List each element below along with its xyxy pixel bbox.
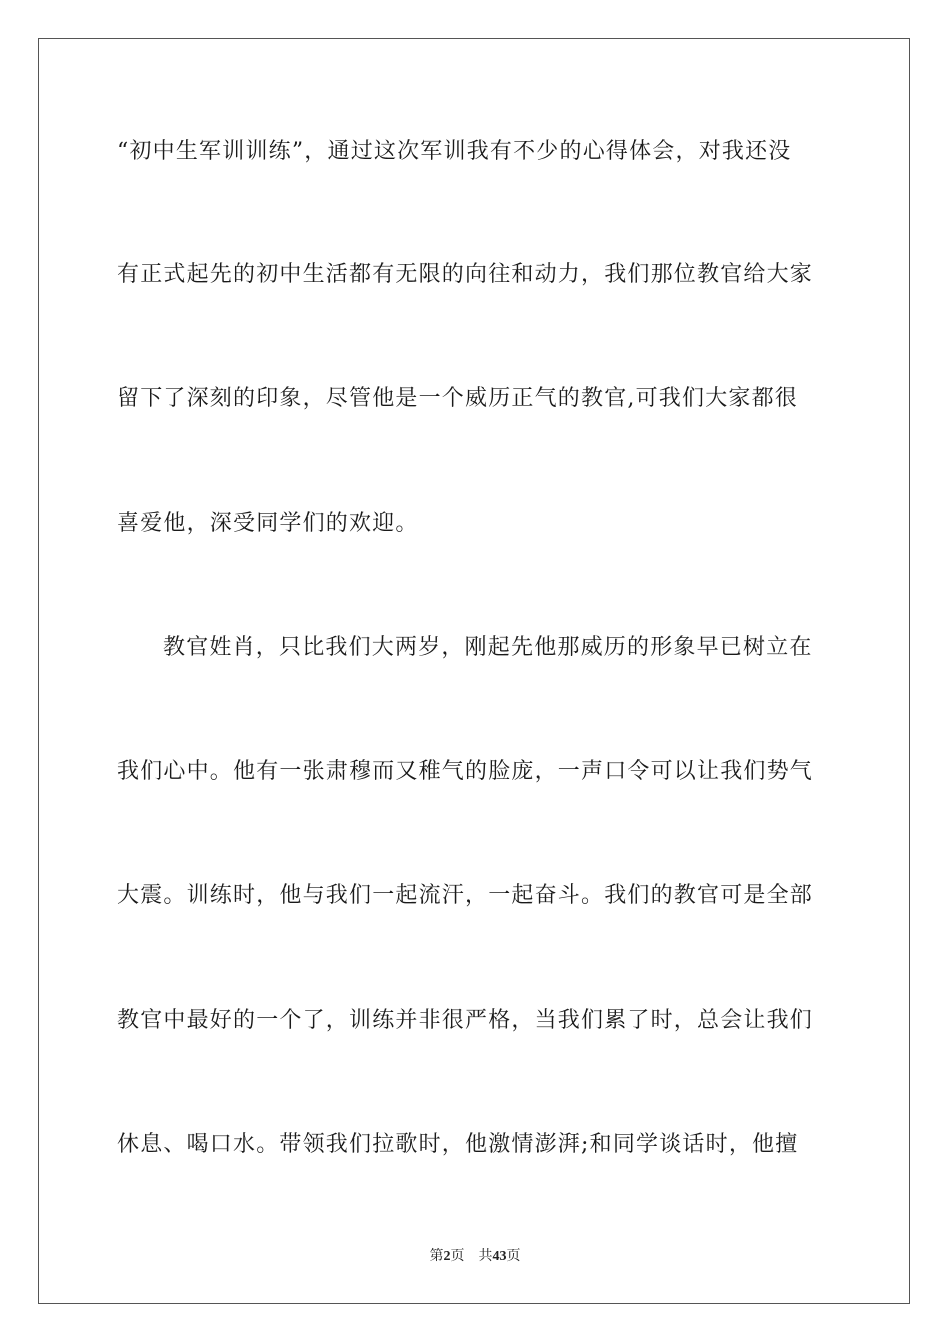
page-footer — [0, 1246, 950, 1267]
text-line: 留下了深刻的印象，尽管他是一个威历正气的教官,可我们大家都很 — [117, 386, 798, 411]
text-line: 有正式起先的初中生活都有无限的向往和动力，我们那位教官给大家 — [117, 262, 814, 287]
text-line: “初中生军训训练”，通过这次军训我有不少的心得体会，对我还没 — [117, 139, 792, 164]
text-line: 教官中最好的一个了，训练并非很严格，当我们累了时，总会让我们 — [117, 1008, 814, 1033]
paragraph-start-line: 教官姓肖，只比我们大两岁，刚起先他那威历的形象早已树立在 — [163, 635, 813, 660]
page-number: 2 — [443, 1249, 451, 1264]
total-suffix: 页 — [506, 1248, 521, 1264]
total-prefix: 共 — [478, 1248, 493, 1264]
text-line: 大震。训练时，他与我们一起流汗，一起奋斗。我们的教官可是全部 — [117, 883, 814, 908]
page-border — [38, 38, 910, 1304]
text-line: 休息、喝口水。带领我们拉歌时，他激情澎湃;和同学谈话时，他擅 — [117, 1132, 799, 1157]
total-pages: 43 — [492, 1249, 507, 1264]
page-suffix: 页 — [450, 1248, 465, 1264]
text-line: 我们心中。他有一张肃穆而又稚气的脸庞，一声口令可以让我们势气 — [117, 759, 814, 784]
text-line: 喜爱他，深受同学们的欢迎。 — [117, 511, 419, 536]
page-prefix: 第 — [429, 1248, 444, 1264]
